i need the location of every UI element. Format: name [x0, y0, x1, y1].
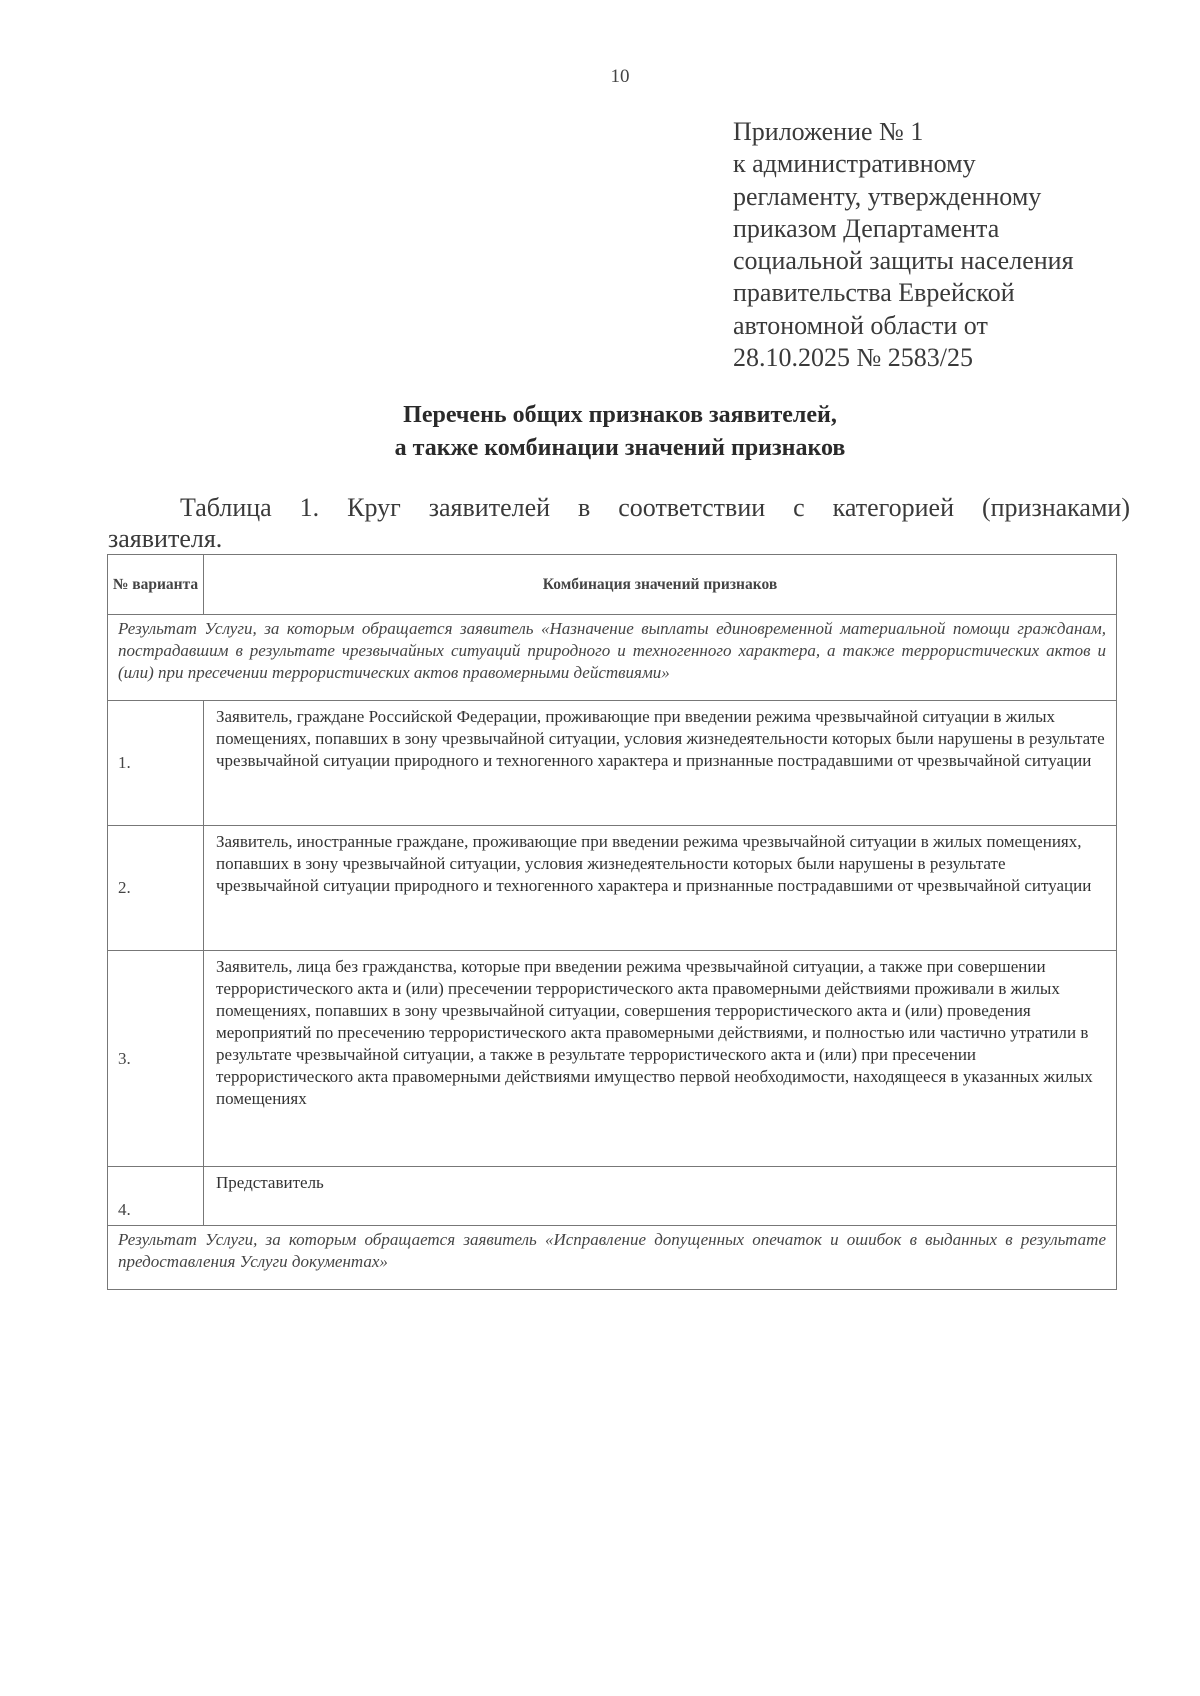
variant-description: Заявитель, лица без гражданства, которые при введении режима чрезвычайной ситуации, а также при совершении террористического акта и (или) пресечении террористического акта правомерными действиями проживали в жилых помещениях, попавших в зону чрезвычайной ситуации, совершения террористического акта и (или) проведения мероприятий по пресечению террористического акта правомерными действиями, и полностью или частично утратили в результате чрезвычайной ситуации, а также в результате террористического акта и (или) при пресечении террористического акта правомерными действиями имущество первой необходимости, находящееся в указанных жилых помещениях	[204, 951, 1117, 1167]
variant-description: Заявитель, иностранные граждане, проживающие при введении режима чрезвычайной ситуации в жилых помещениях, попавших в зону чрезвычайной ситуации, условия жизнедеятельности которых были нарушены в результате чрезвычайной ситуации природного и техногенного характера и признанные пострадавшими от чрезвычайной ситуации	[204, 826, 1117, 951]
variant-description: Заявитель, граждане Российской Федерации, проживающие при введении режима чрезвычайной ситуации в жилых помещениях, попавших в зону чрезвычайной ситуации, условия жизнедеятельности которых были нарушены в результате чрезвычайной ситуации природного и техногенного характера и признанные пострадавшими от чрезвычайной ситуации	[204, 701, 1117, 826]
applicants-table	[107, 554, 1117, 1290]
header-combination: Комбинация значений признаков	[204, 555, 1117, 615]
header-variant-number: № варианта	[108, 555, 204, 615]
table-caption-line: Таблица 1. Круг заявителей в соответствии с категорией (признаками)	[180, 493, 1130, 522]
result-text: Результат Услуги, за которым обращается заявитель «Исправление допущенных опечаток и ошибок в выданных в результате предоставления Услуги документах»	[108, 1226, 1117, 1290]
appendix-line: приказом Департамента	[733, 213, 1000, 243]
appendix-line: регламенту, утвержденному	[733, 181, 1042, 211]
appendix-block	[733, 116, 1173, 374]
table-caption-line: заявителя.	[108, 524, 223, 553]
table-header-row	[108, 555, 1117, 615]
table-caption	[108, 492, 1130, 554]
table-row	[108, 701, 1117, 826]
appendix-line: социальной защиты населения	[733, 246, 1074, 276]
document-title-line: а также комбинации значений признаков	[394, 435, 846, 461]
variant-description: Представитель	[204, 1167, 1117, 1226]
table-row	[108, 1167, 1117, 1226]
variant-number: 1.	[108, 701, 204, 826]
document-title	[0, 399, 1200, 465]
appendix-line: к административному	[733, 149, 976, 179]
appendix-line: автономной области от	[733, 310, 988, 340]
variant-number: 2.	[108, 826, 204, 951]
appendix-line: Приложение № 1	[733, 117, 924, 146]
variant-number: 3.	[108, 951, 204, 1167]
result-text: Результат Услуги, за которым обращается заявитель «Назначение выплаты единовременной материальной помощи гражданам, пострадавшим в результате чрезвычайных ситуаций природного и техногенного характера, а также террористических актов и (или) при пресечении террористических актов правомерными действиями»	[108, 615, 1117, 701]
document-title-line: Перечень общих признаков заявителей,	[403, 402, 837, 428]
appendix-line: 28.10.2025 № 2583/25	[733, 343, 974, 373]
table-row	[108, 951, 1117, 1167]
appendix-line: правительства Еврейской	[733, 278, 1015, 308]
result-row	[108, 615, 1117, 701]
table-row	[108, 826, 1117, 951]
page-number: 10	[610, 66, 630, 87]
variant-number: 4.	[108, 1167, 204, 1226]
result-row	[108, 1226, 1117, 1290]
